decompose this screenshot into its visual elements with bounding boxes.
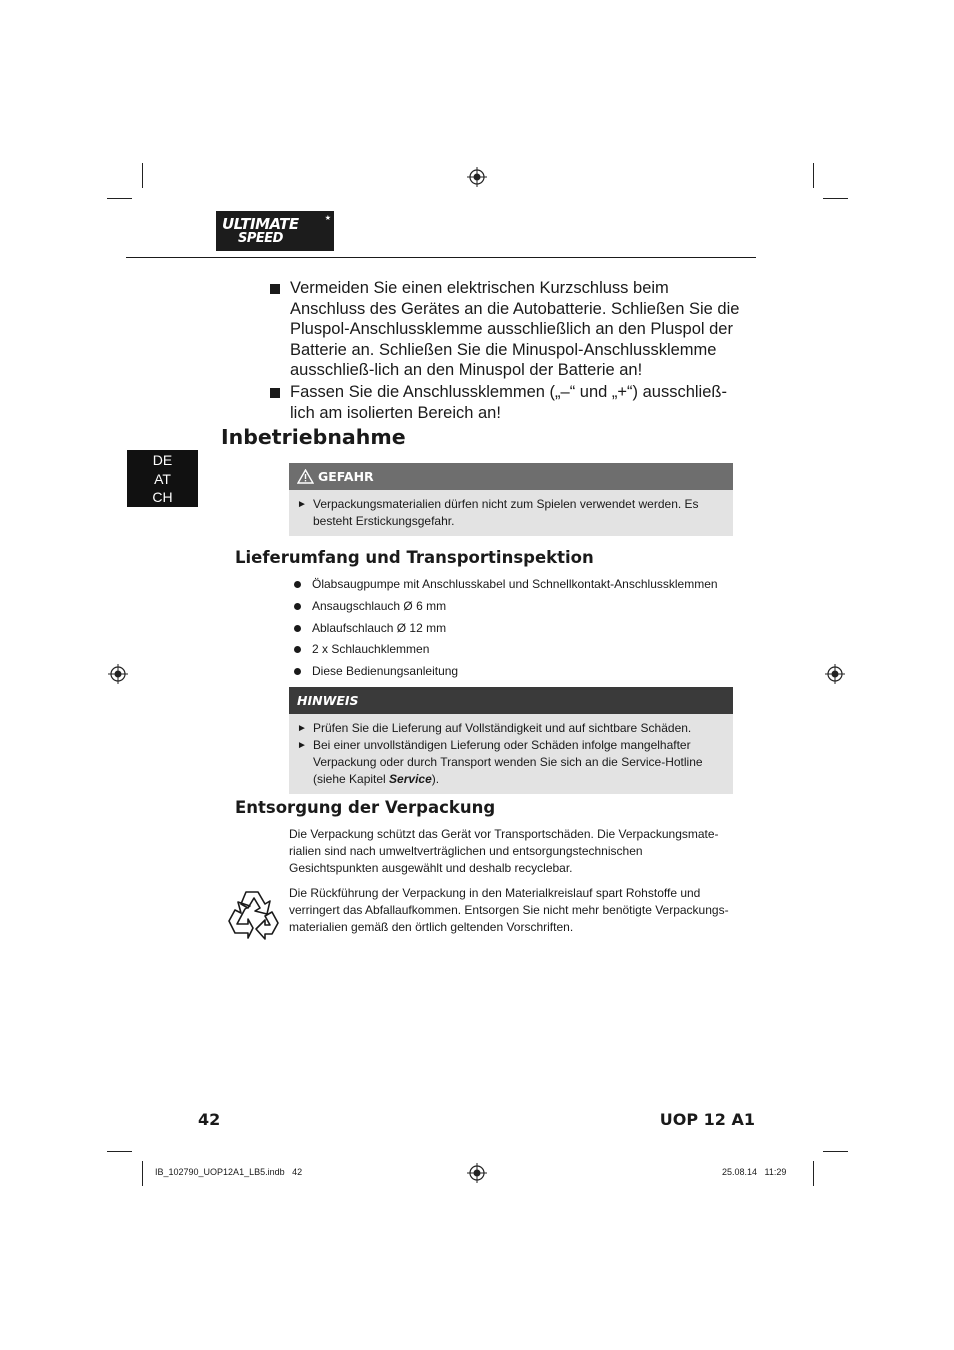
arrow-right-icon: ► — [297, 499, 307, 510]
brand-logo — [216, 211, 334, 251]
dot-bullet-icon — [294, 646, 301, 653]
disposal-paragraph: Die Rückführung der Verpackung in den Materialkreislauf spart Rohstoffe und verringert das Abfallaufkommen. Entsorgen Sie nicht mehr benötigte Verpackungs-materialien gemäß den örtlich geltenden Vorschriften. — [289, 886, 729, 934]
safety-bullet-text: Vermeiden Sie einen elektrischen Kurzschluss beim Anschluss des Gerätes an die Autobatterie. Schließen Sie die Pluspol-Anschlussklemme ausschließlich an den Pluspol der Batterie an. Schließen Sie die Minuspol-Anschlussklemme ausschließ-lich an den Minuspol der Batterie an! — [290, 279, 740, 379]
note-header — [289, 687, 733, 714]
crop-mark — [107, 198, 132, 199]
crop-mark — [813, 163, 814, 188]
dot-bullet-icon — [294, 625, 301, 632]
note-item — [297, 737, 723, 788]
note-text-end: ). — [431, 772, 440, 786]
model-number: UOP 12 A1 — [659, 1110, 755, 1129]
safety-bullet-text: Fassen Sie die Anschlussklemmen („–“ und „+“) ausschließ-lich am isolierten Bereich an! — [290, 383, 727, 422]
print-slug-file: IB_102790_UOP12A1_LB5.indb 42 — [155, 1167, 303, 1177]
service-chapter-ref: Service — [389, 772, 432, 786]
brand-logo-line2: SPEED — [238, 231, 283, 246]
danger-item — [297, 496, 723, 530]
list-item-text: Ölabsaugpumpe mit Anschlusskabel und Schnellkontakt-Anschlussklemmen — [312, 577, 718, 591]
dot-bullet-icon — [294, 603, 301, 610]
list-item-text: Diese Bedienungsanleitung — [312, 664, 459, 679]
danger-label: GEFAHR — [318, 469, 374, 484]
crop-mark — [813, 1161, 814, 1186]
page-number: 42 — [198, 1110, 221, 1129]
square-bullet-icon — [270, 284, 280, 294]
crop-mark — [142, 163, 143, 188]
delivery-list — [293, 576, 733, 685]
crop-mark — [107, 1151, 132, 1152]
list-item-text: Ablaufschlauch Ø 12 mm — [312, 620, 447, 635]
recycle-icon — [224, 886, 284, 942]
dot-bullet-icon — [294, 668, 301, 675]
crop-mark — [823, 198, 848, 199]
language-code: DE — [152, 452, 173, 468]
print-slug-date: 25.08.14 11:29 — [722, 1167, 787, 1177]
language-tab — [127, 450, 198, 507]
section-title: Inbetriebnahme — [221, 425, 406, 449]
arrow-right-icon: ► — [297, 723, 307, 734]
language-code: AT — [154, 470, 171, 487]
crop-mark — [142, 1161, 143, 1186]
star-icon: ★ — [324, 215, 331, 222]
registration-mark-icon — [825, 664, 845, 684]
warning-triangle-icon — [297, 469, 314, 484]
note-box — [289, 687, 733, 794]
square-bullet-icon — [270, 388, 280, 398]
registration-mark-icon — [467, 167, 487, 187]
dot-bullet-icon — [294, 581, 301, 588]
crop-mark — [823, 1151, 848, 1152]
list-item-text: 2 x Schlauchklemmen — [312, 642, 430, 657]
list-item — [293, 620, 733, 642]
list-item — [293, 576, 733, 598]
safety-bullet — [270, 278, 740, 381]
disposal-paragraph: Die Verpackung schützt das Gerät vor Transportschäden. Die Verpackungsmate-rialien sind nach umweltverträglichen und entsorgungstechnischen Gesichtspunkten ausgewählt und deshalb recyclebar. — [289, 827, 719, 875]
brand-logo-line1: ULTIMATE — [222, 215, 299, 233]
note-body — [289, 714, 733, 794]
danger-box — [289, 463, 733, 536]
note-label: HINWEIS — [297, 693, 359, 708]
note-text: Prüfen Sie die Lieferung auf Vollständigkeit und auf sichtbare Schäden. — [313, 721, 692, 735]
list-item — [293, 663, 733, 685]
language-code: CH — [152, 489, 173, 505]
danger-body — [289, 490, 733, 536]
header-divider — [126, 257, 756, 258]
delivery-title: Lieferumfang und Transportinspektion — [235, 548, 594, 567]
danger-header — [289, 463, 733, 490]
danger-text: Verpackungsmaterialien dürfen nicht zum Spielen verwendet werden. Es besteht Erstickungsgefahr. — [313, 497, 699, 528]
disposal-title: Entsorgung der Verpackung — [235, 798, 496, 817]
note-item — [297, 720, 723, 737]
note-text: Bei einer unvollständigen Lieferung oder Schäden infolge mangelhafter Verpackung oder durch Transport wenden Sie sich an die Service-Hotline (siehe Kapitel — [313, 738, 703, 786]
registration-mark-icon — [108, 664, 128, 684]
list-item — [293, 641, 733, 663]
arrow-right-icon: ► — [297, 740, 307, 751]
registration-mark-icon — [467, 1163, 487, 1183]
safety-bullet — [270, 382, 740, 423]
list-item-text: Ansaugschlauch Ø 6 mm — [312, 598, 447, 613]
list-item — [293, 598, 733, 620]
